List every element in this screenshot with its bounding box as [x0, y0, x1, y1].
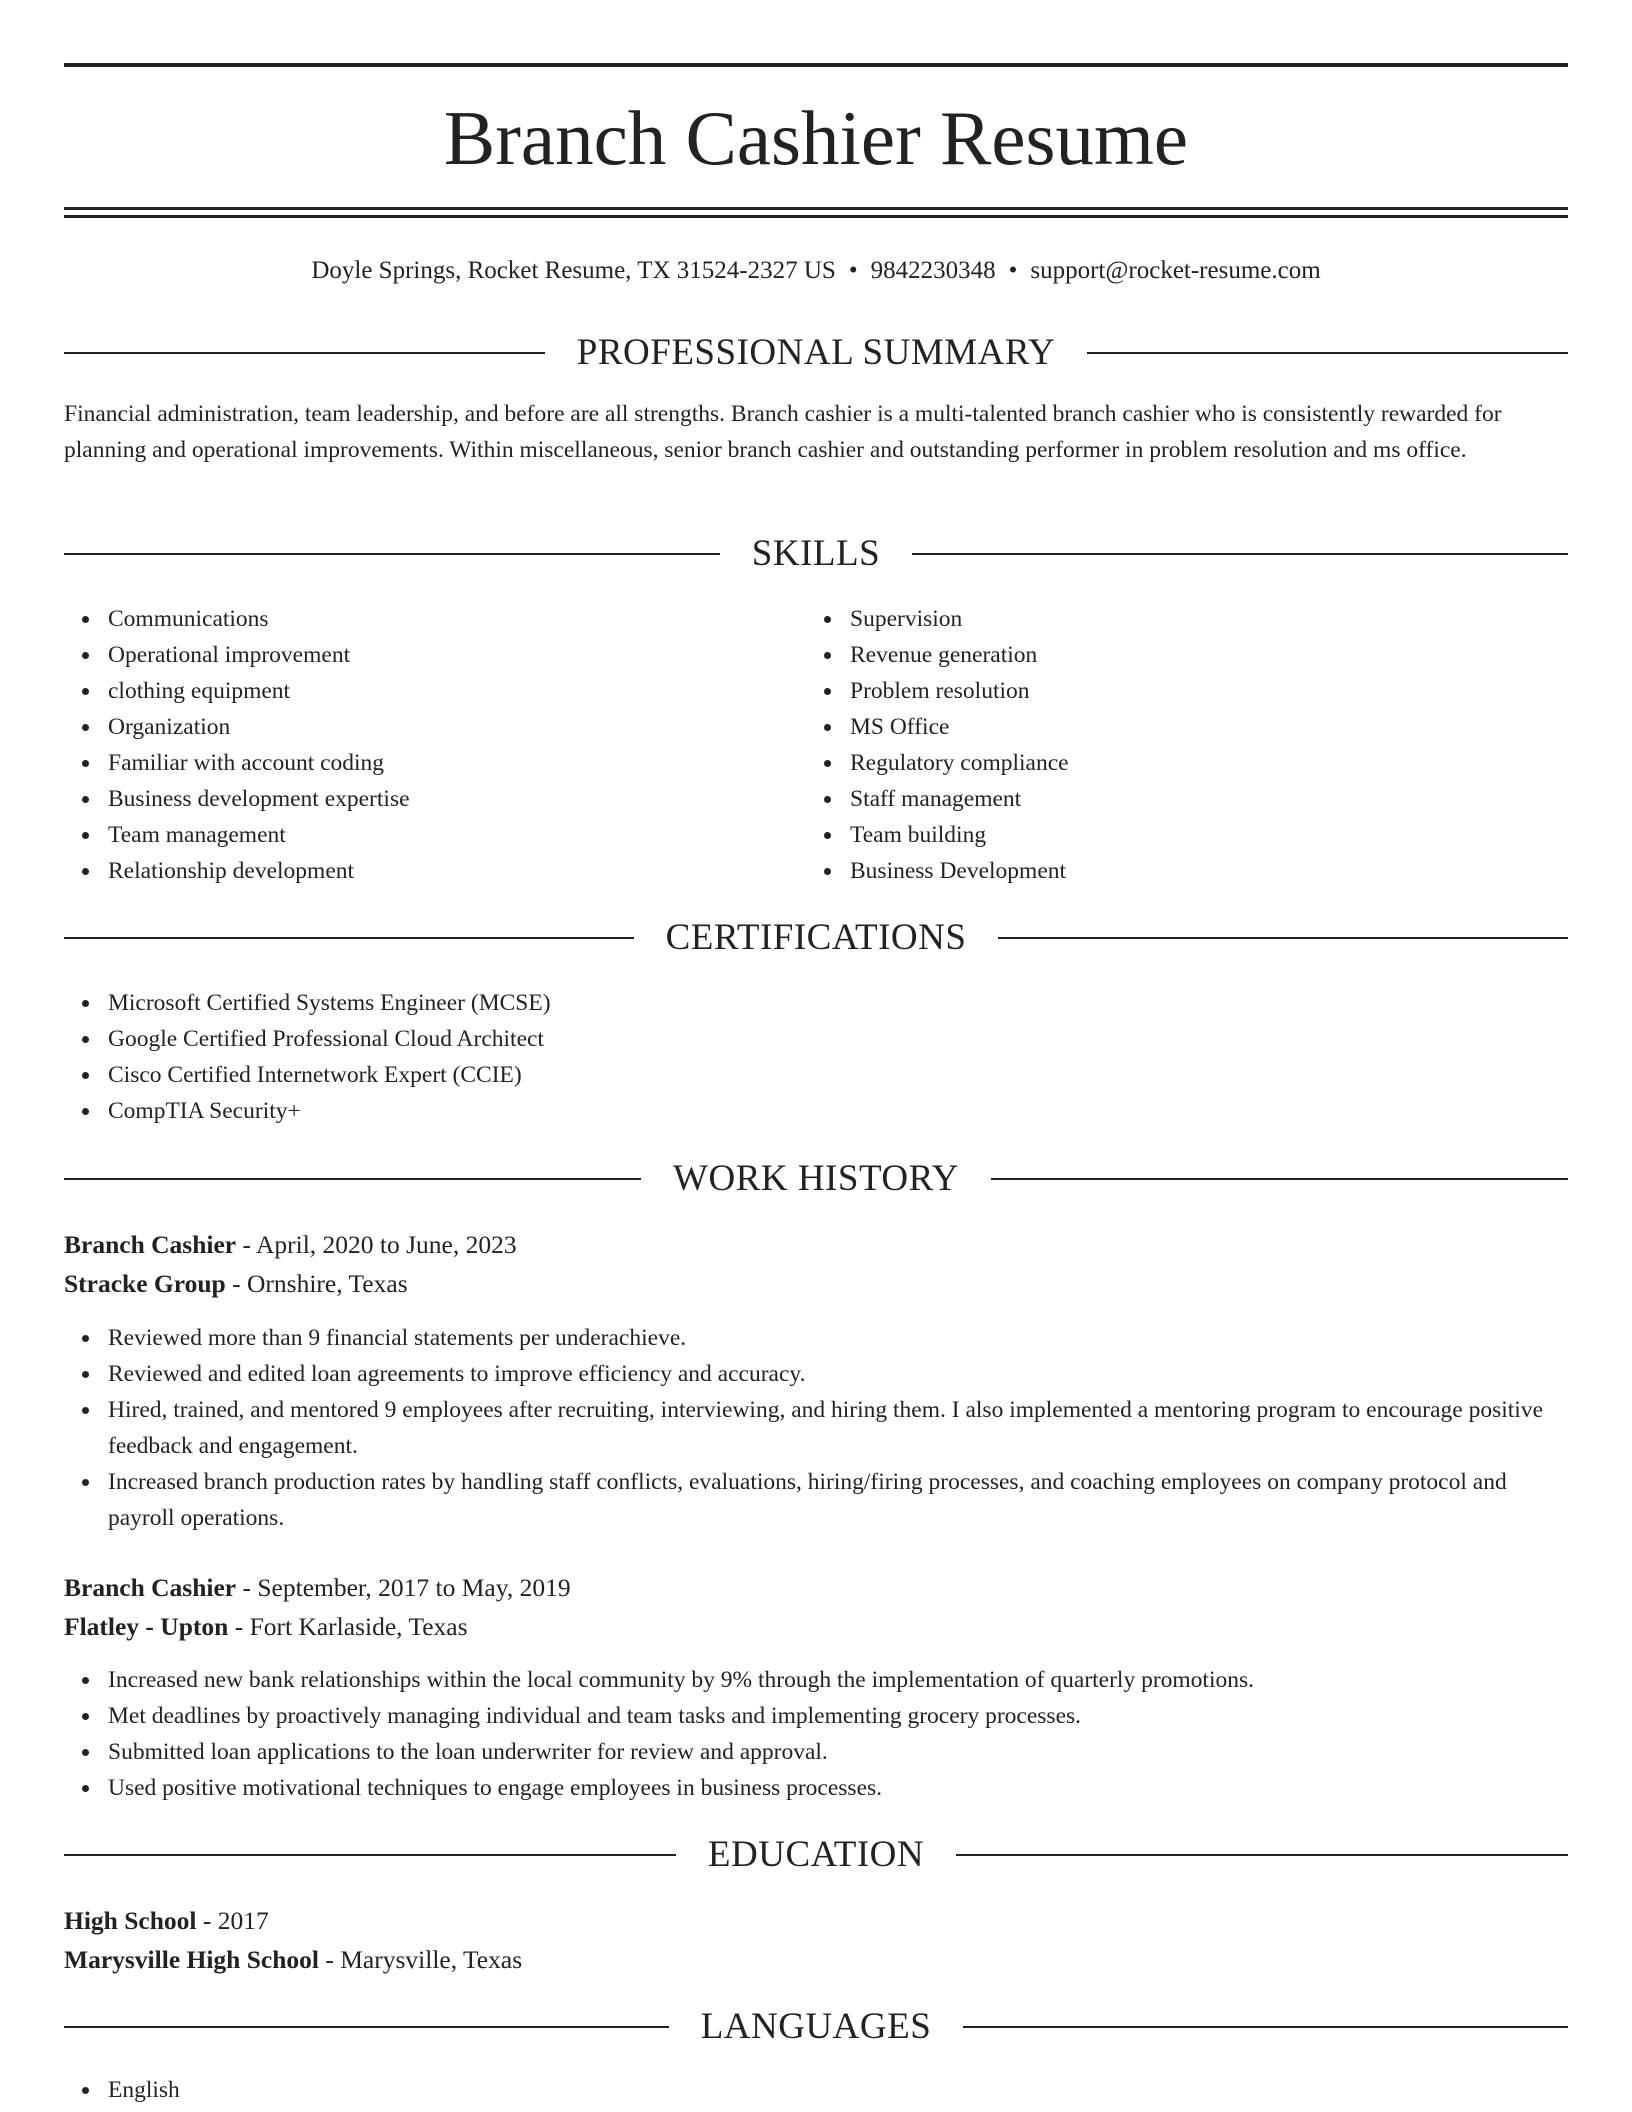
- job-location: - Ornshire, Texas: [225, 1269, 408, 1298]
- heading-rule: [64, 352, 545, 354]
- education-school-line: [64, 1942, 1568, 1978]
- skill-item: Problem resolution: [850, 673, 1550, 709]
- contact-address: Doyle Springs, Rocket Resume, TX 31524-2327 US: [311, 257, 836, 284]
- heading-rule: [64, 2026, 669, 2028]
- job-bullets: [64, 1662, 1568, 1806]
- job-title-line: [64, 1570, 1568, 1606]
- skill-item: Team management: [108, 817, 808, 853]
- language-item: English: [108, 2072, 1568, 2108]
- section-title: LANGUAGES: [700, 2006, 932, 2047]
- job-company-line: [64, 1609, 1568, 1645]
- job-company-line: [64, 1266, 1568, 1302]
- certification-item: Cisco Certified Internetwork Expert (CCIE): [108, 1057, 1568, 1093]
- job-dates: - September, 2017 to May, 2019: [236, 1573, 571, 1602]
- skill-item: Business Development: [850, 853, 1550, 889]
- contact-phone: 9842230348: [870, 257, 996, 284]
- page-title: Branch Cashier Resume: [443, 95, 1189, 181]
- heading-rule: [1087, 352, 1568, 354]
- education-year: - 2017: [196, 1906, 269, 1935]
- skill-item: Relationship development: [108, 853, 808, 889]
- section-title: PROFESSIONAL SUMMARY: [576, 332, 1056, 373]
- heading-rule: [64, 1854, 676, 1856]
- education-degree-line: [64, 1903, 1568, 1939]
- section-title: WORK HISTORY: [673, 1158, 959, 1199]
- skill-item: Staff management: [850, 781, 1550, 817]
- job-bullet: Reviewed more than 9 financial statements per underachieve.: [108, 1320, 1568, 1356]
- job-bullet: Increased branch production rates by handling staff conflicts, evaluations, hiring/firing processes, and coaching employees on company protocol and payroll operations.: [108, 1464, 1568, 1536]
- certification-item: Microsoft Certified Systems Engineer (MCSE): [108, 985, 1568, 1021]
- job-location: - Fort Karlaside, Texas: [228, 1612, 468, 1641]
- job-bullet: Hired, trained, and mentored 9 employees after recruiting, interviewing, and hiring them. I also implemented a mentoring program to encourage positive feedback and engagement.: [108, 1392, 1568, 1464]
- heading-rule: [912, 553, 1568, 555]
- skill-item: Team building: [850, 817, 1550, 853]
- job-company: Flatley - Upton: [64, 1612, 229, 1641]
- skill-item: Operational improvement: [108, 637, 808, 673]
- section-heading-languages: [64, 2004, 1568, 2050]
- job-title-line: [64, 1227, 1568, 1263]
- section-title: EDUCATION: [707, 1834, 925, 1875]
- job-dates: - April, 2020 to June, 2023: [236, 1230, 517, 1259]
- contact-line: [64, 254, 1568, 288]
- job-bullet: Used positive motivational techniques to engage employees in business processes.: [108, 1770, 1568, 1806]
- skill-item: Business development expertise: [108, 781, 808, 817]
- skills-list-right: [806, 601, 1550, 889]
- section-title: SKILLS: [751, 533, 881, 574]
- job-bullet: Reviewed and edited loan agreements to improve efficiency and accuracy.: [108, 1356, 1568, 1392]
- skills-list-left: [64, 601, 808, 889]
- contact-separator: •: [1008, 257, 1018, 284]
- languages-list: [64, 2072, 1568, 2108]
- job-title: Branch Cashier: [64, 1230, 237, 1259]
- section-heading-certifications: [64, 915, 1568, 961]
- section-heading-skills: [64, 531, 1568, 577]
- header-rule-upper: [64, 207, 1568, 210]
- certification-item: CompTIA Security+: [108, 1093, 1568, 1129]
- skill-item: Revenue generation: [850, 637, 1550, 673]
- heading-rule: [963, 2026, 1568, 2028]
- header-rule-lower: [64, 215, 1568, 218]
- job-bullet: Met deadlines by proactively managing individual and team tasks and implementing grocery processes.: [108, 1698, 1568, 1734]
- section-title: CERTIFICATIONS: [665, 917, 967, 958]
- heading-rule: [956, 1854, 1568, 1856]
- section-heading-work: [64, 1156, 1568, 1202]
- skill-item: Communications: [108, 601, 808, 637]
- job-title: Branch Cashier: [64, 1573, 237, 1602]
- skill-item: Supervision: [850, 601, 1550, 637]
- education-degree: High School: [64, 1906, 197, 1935]
- skill-item: MS Office: [850, 709, 1550, 745]
- section-heading-education: [64, 1832, 1568, 1878]
- education-location: - Marysville, Texas: [319, 1945, 523, 1974]
- certifications-list: [64, 985, 1568, 1129]
- top-rule: [64, 63, 1568, 67]
- certification-item: Google Certified Professional Cloud Architect: [108, 1021, 1568, 1057]
- skill-item: Regulatory compliance: [850, 745, 1550, 781]
- job-bullets: [64, 1320, 1568, 1536]
- job-bullet: Increased new bank relationships within the local community by 9% through the implementation of quarterly promotions.: [108, 1662, 1568, 1698]
- contact-email: support@rocket-resume.com: [1030, 257, 1321, 284]
- heading-rule: [998, 937, 1568, 939]
- summary-text: Financial administration, team leadership, and before are all strengths. Branch cashier is a multi-talented branch cashier who is consistently rewarded for planning and operational improvements. Within miscellaneous, senior branch cashier and outstanding performer in problem resolution and ms office.: [64, 401, 1502, 463]
- skill-item: clothing equipment: [108, 673, 808, 709]
- heading-rule: [64, 1178, 641, 1180]
- section-heading-summary: [64, 330, 1568, 376]
- job-bullet: Submitted loan applications to the loan underwriter for review and approval.: [108, 1734, 1568, 1770]
- heading-rule: [991, 1178, 1568, 1180]
- heading-rule: [64, 937, 634, 939]
- contact-separator: •: [848, 257, 858, 284]
- education-school: Marysville High School: [64, 1945, 319, 1974]
- skill-item: Organization: [108, 709, 808, 745]
- heading-rule: [64, 553, 720, 555]
- skill-item: Familiar with account coding: [108, 745, 808, 781]
- job-company: Stracke Group: [64, 1269, 226, 1298]
